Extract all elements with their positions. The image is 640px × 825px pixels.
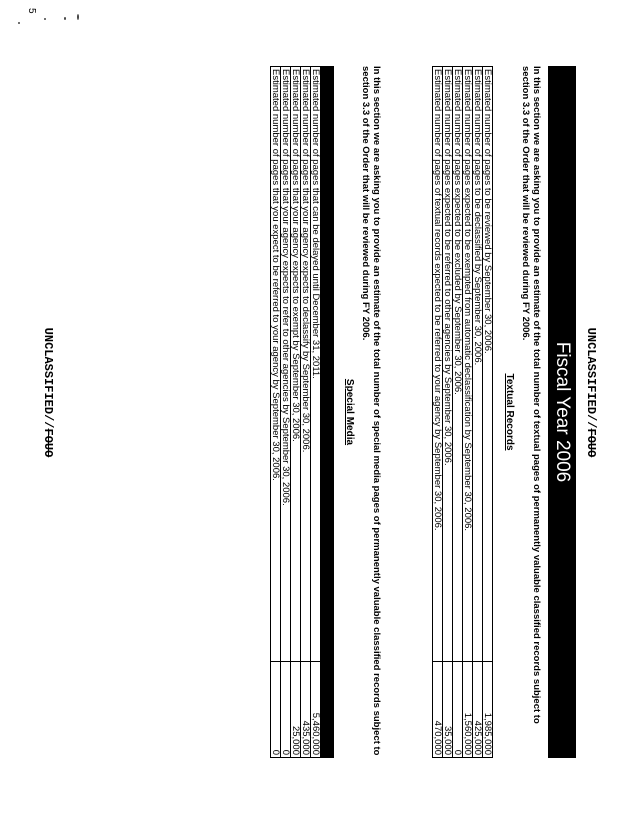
table-row bbox=[281, 67, 291, 758]
row-value: 0 bbox=[453, 662, 463, 758]
table-row bbox=[433, 67, 443, 758]
textual-intro: In this section we are asking you to provide an estimate of the total number of textual pages of permanently valuable classified records subject to section 3.3 of the Order that will be reviewed during FY 2006. bbox=[520, 66, 542, 724]
header-cell bbox=[321, 662, 334, 758]
row-label: Estimated number of pages of textual records expected to be referred to your agency by September 30, 2006. bbox=[433, 67, 443, 662]
row-value: 1,560,000 bbox=[463, 662, 473, 758]
row-label: Estimated number of pages to be reviewed by September 30, 2006. bbox=[483, 67, 493, 662]
table-header-bar bbox=[321, 67, 334, 758]
fiscal-year-banner bbox=[548, 66, 576, 758]
textual-records-table bbox=[432, 66, 493, 758]
row-label: Estimated number of pages that you expect to be referred to your agency by September 30, 2006. bbox=[271, 67, 281, 662]
special-media-intro: In this section we are asking you to provide an estimate of the total number of special media pages of permanently valuable classified records subject to section 3.3 of the Order that will be reviewed during FY 2006. bbox=[360, 66, 382, 756]
table-row bbox=[311, 67, 321, 758]
table-row bbox=[291, 67, 301, 758]
table-row bbox=[463, 67, 473, 758]
row-value: 25,000 bbox=[291, 662, 301, 758]
classification-header bbox=[584, 0, 598, 805]
table-row bbox=[301, 67, 311, 758]
row-label: Estimated number of pages expected to be excluded by September 30, 2006. bbox=[453, 67, 463, 662]
row-label: Estimated number of pages expected to be exempted from automatic declassification by September 30, 2006. bbox=[463, 67, 473, 662]
page-number: 5 bbox=[26, 8, 37, 14]
table-row bbox=[473, 67, 483, 758]
row-value: 1,985,000 bbox=[483, 662, 493, 758]
row-value: 0 bbox=[271, 662, 281, 758]
row-label: Estimated number of pages that can be delayed until December 31, 2011. bbox=[311, 67, 321, 662]
banner-title: Fiscal Year 2006 bbox=[552, 341, 573, 483]
row-value: 470,000 bbox=[433, 662, 443, 758]
row-label: Estimated number of pages that your agency expects to refer to other agencies by September 30, 2006. bbox=[281, 67, 291, 662]
table-row bbox=[483, 67, 493, 758]
row-value: 435,000 bbox=[301, 662, 311, 758]
row-label: Estimated number of pages that your agency expects to exempt by September 30, 2006. bbox=[291, 67, 301, 662]
row-label: Estimated number of pages expected to be referred to other agencies by September 30, 2006. bbox=[443, 67, 453, 662]
table-row bbox=[271, 67, 281, 758]
table-row bbox=[453, 67, 463, 758]
row-value: 35,000 bbox=[443, 662, 453, 758]
textual-records-heading: Textual Records bbox=[504, 373, 515, 451]
special-media-heading: Special Media bbox=[344, 378, 355, 446]
row-value: 5,460,000 bbox=[311, 662, 321, 758]
row-label: Estimated number of pages that your agency expects to declassify by September 30, 2006. bbox=[301, 67, 311, 662]
classification-suffix: FOUO bbox=[41, 428, 55, 458]
classification-footer bbox=[41, 0, 55, 805]
classification-prefix: UNCLASSIFIED// bbox=[584, 327, 598, 429]
row-label: Estimated number of pages to be declassified by September 30, 2006. bbox=[473, 67, 483, 662]
header-cell bbox=[321, 67, 334, 662]
row-value: 0 bbox=[281, 662, 291, 758]
table-row bbox=[443, 67, 453, 758]
special-media-table bbox=[270, 66, 334, 758]
classification-suffix: FOUO bbox=[584, 428, 598, 458]
row-value: 425,000 bbox=[473, 662, 483, 758]
classification-prefix: UNCLASSIFIED// bbox=[41, 327, 55, 429]
